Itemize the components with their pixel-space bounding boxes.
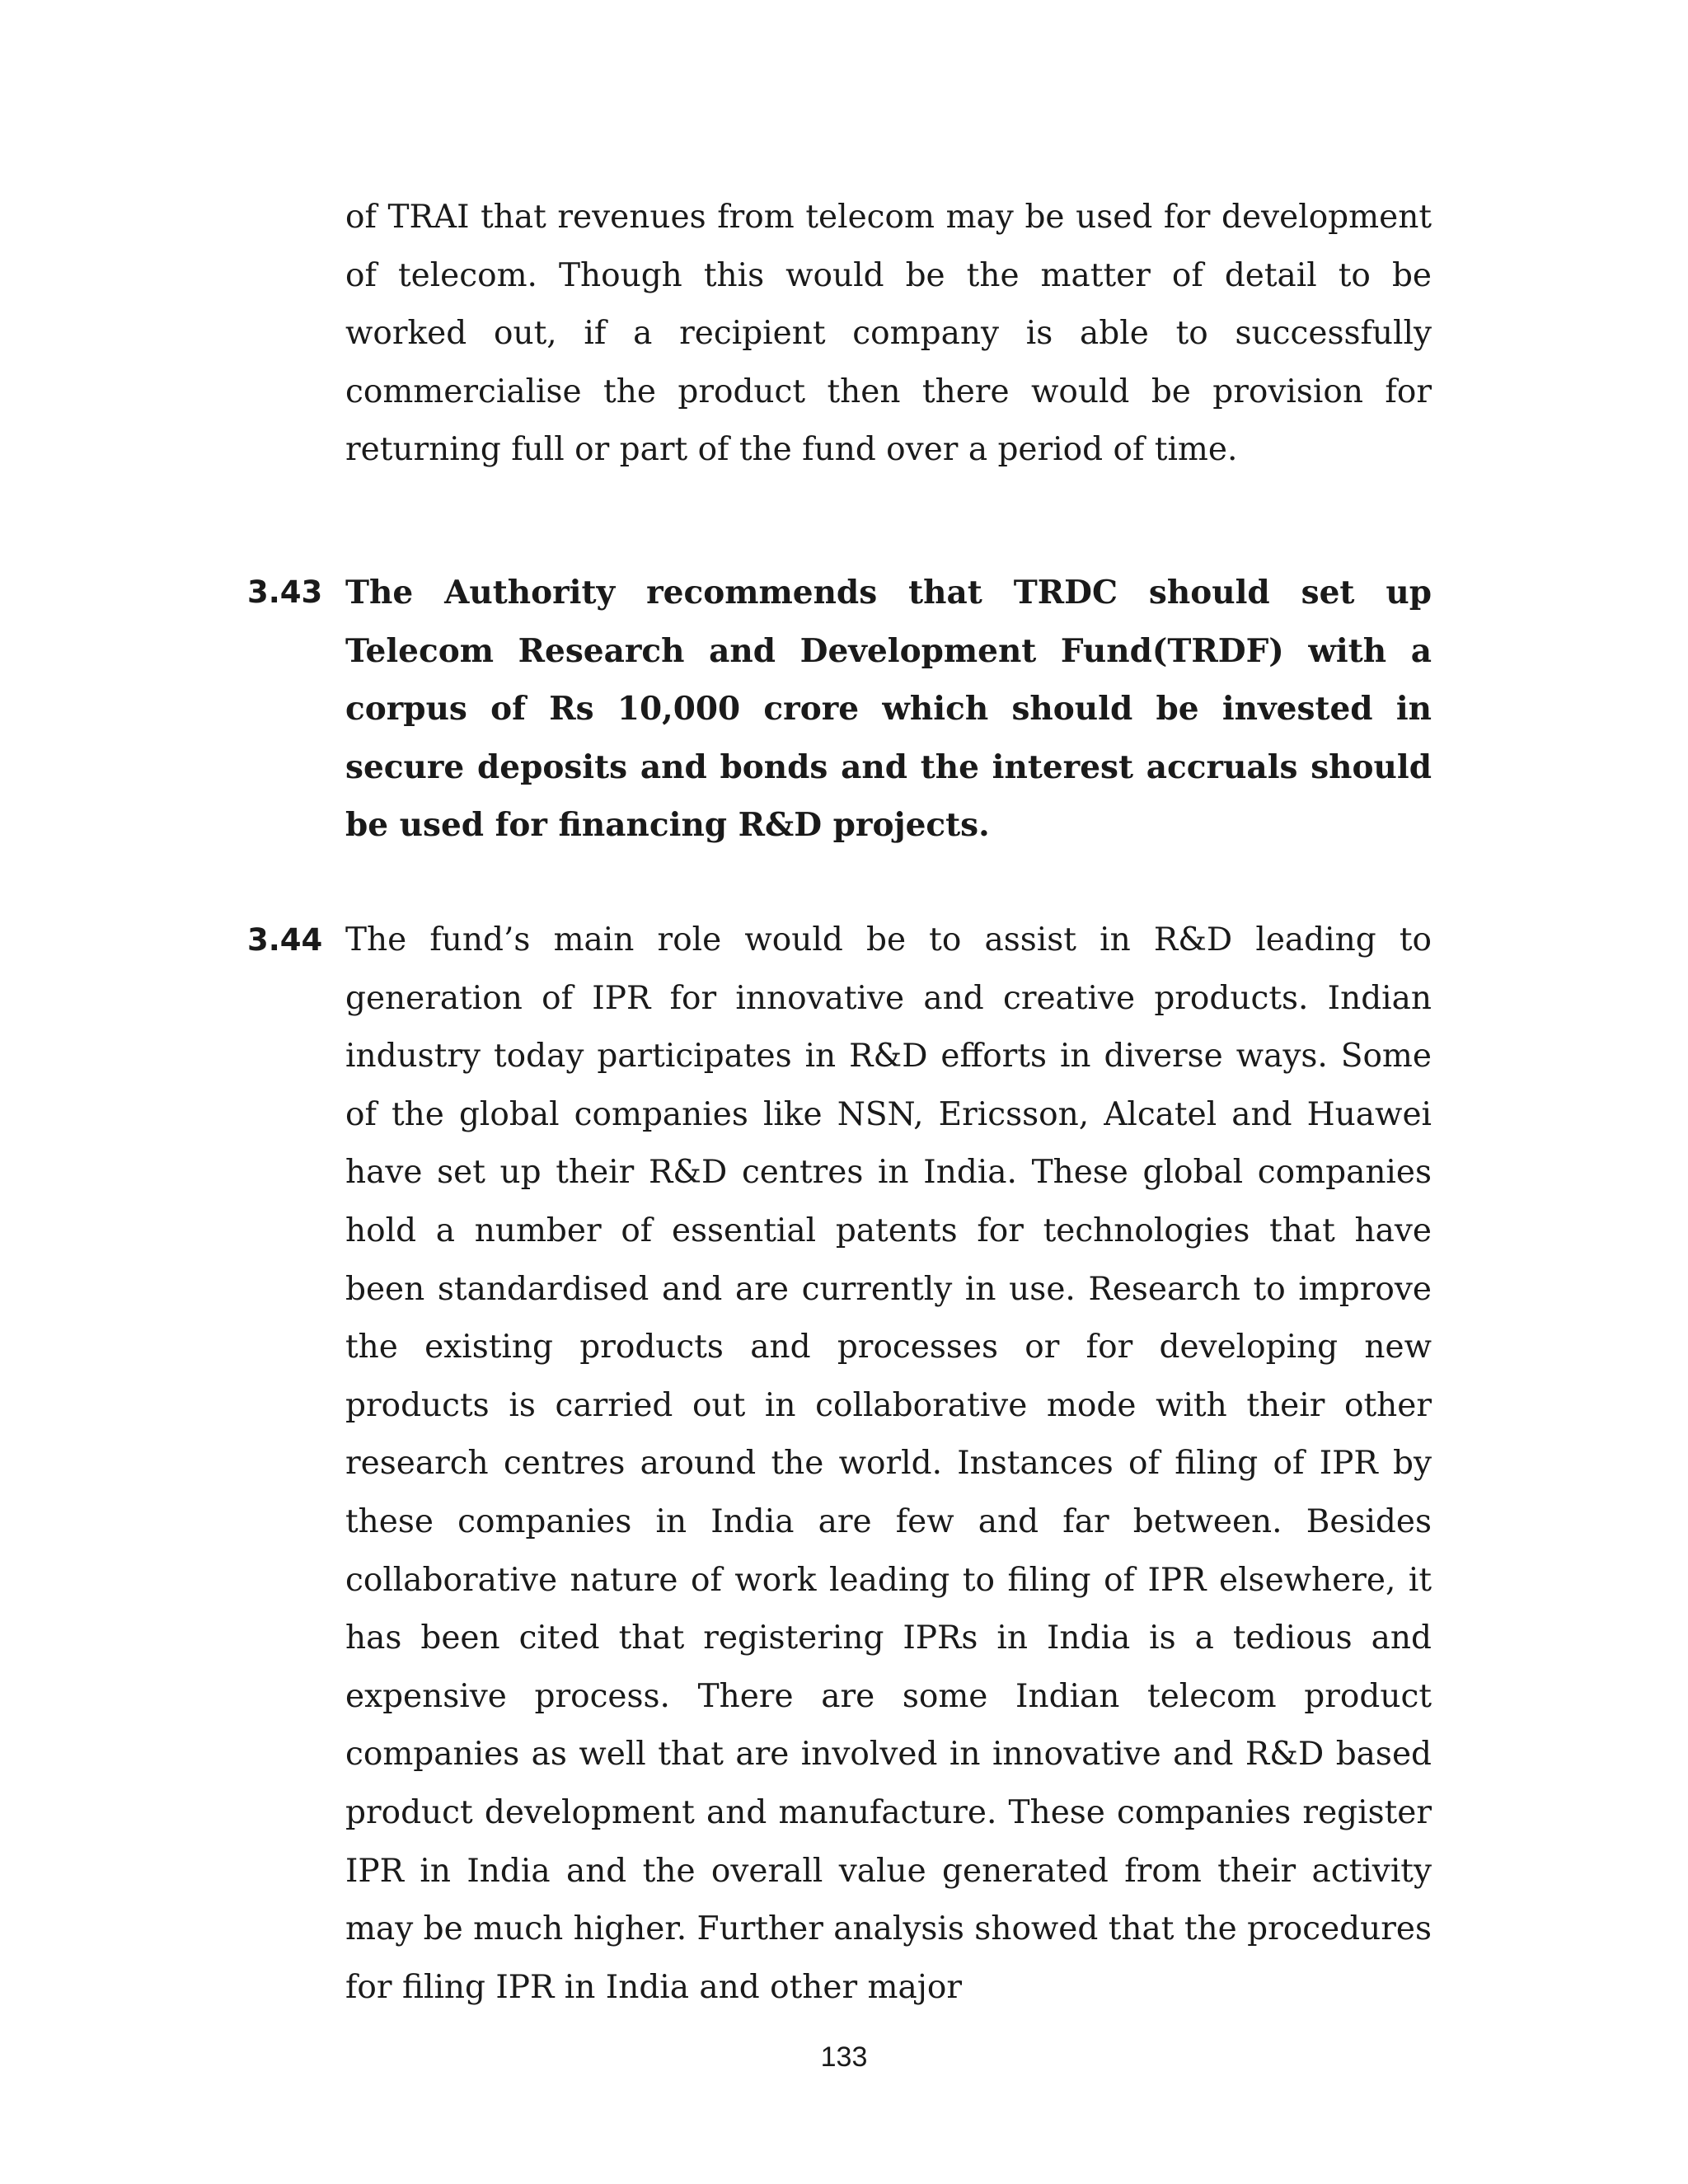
- intro-paragraph: of TRAI that revenues from telecom may be used for development of telecom. Though this would be the matter of detail to be worked out, if a recipient company is able to successfully commercialise the product then there would be provision for returning full or part of the fund over a period of time.: [345, 199, 1432, 469]
- page-number: 133: [820, 2041, 868, 2073]
- body-paragraph-3-44: The fund’s main role would be to assist in R&D leading to generation of IPR for innovative and creative products. Indian industry today participates in R&D efforts in diverse ways. Some of the global companies like NSN, Ericsson, Alcatel and Huawei have set up their R&D centres in India. These global companies hold a number of essential patents for technologies that have been standardised and are currently in use. Research to improve the existing products and processes or for developing new products is carried out in collaborative mode with their other research centres around the world. Instances of filing of IPR by these companies in India are few and far between. Besides collaborative nature of work leading to filing of IPR elsewhere, it has been cited that registering IPRs in India is a tedious and expensive process. There are some Indian telecom product companies as well that are involved in innovative and R&D based product development and manufacture. These companies register IPR in India and the overall value generated from their activity may be much higher. Further analysis showed that the procedures for filing IPR in India and other major: [345, 921, 1432, 2006]
- section-number-3-43: 3.43: [247, 574, 323, 610]
- recommendation-paragraph-3-43: The Authority recommends that TRDC should set up Telecom Research and Development Fund(TRDF) with a corpus of Rs 10,000 crore which should be invested in secure deposits and bonds and the interest accruals should be used for financing R&D projects.: [345, 574, 1432, 845]
- section-number-3-44: 3.44: [247, 922, 323, 958]
